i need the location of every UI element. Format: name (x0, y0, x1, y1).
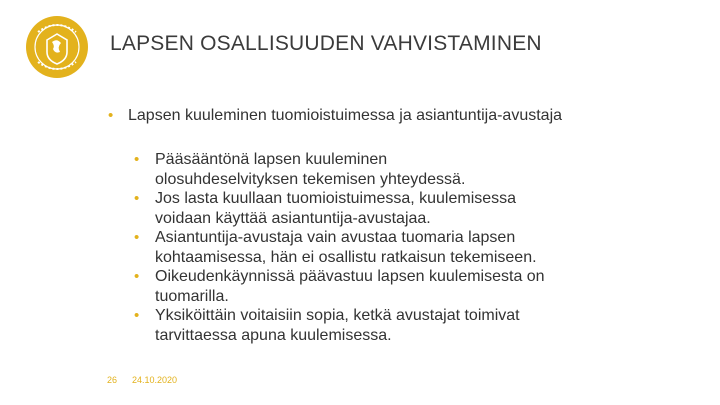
bullet-icon: • (134, 229, 140, 246)
level2-bullet-4 (134, 267, 634, 306)
page-number: 26 (107, 375, 118, 385)
level1-text: Lapsen kuuleminen tuomioistuimessa ja asiantuntija-avustaja (128, 107, 563, 124)
level2-bullet-2 (134, 189, 634, 228)
bullet-4-line-1: Oikeudenkäynnissä päävastuu lapsen kuulemisesta on (155, 268, 545, 285)
bullet-1-line-1: Pääsääntönä lapsen kuuleminen (155, 151, 388, 168)
level1-bullet (108, 107, 562, 125)
bullet-2-line-1: Jos lasta kuullaan tuomioistuimessa, kuulemisessa (155, 190, 517, 207)
bullet-4-line-2: tuomarilla. (155, 287, 229, 305)
level2-bullet-list (134, 150, 634, 345)
bullet-icon: • (134, 268, 140, 285)
bullet-icon: • (134, 307, 140, 324)
bullet-5-line-1: Yksiköittäin voitaisiin sopia, ketkä avustajat toimivat (155, 307, 520, 324)
bullet-2-line-2: voidaan käyttää asiantuntija-avustajaa. (155, 209, 431, 227)
bullet-3-line-2: kohtaamisessa, hän ei osallistu ratkaisun tekemiseen. (155, 248, 537, 266)
level2-bullet-1 (134, 150, 634, 189)
ministry-logo-icon (24, 14, 90, 80)
bullet-icon: • (134, 151, 140, 168)
bullet-icon: • (134, 190, 140, 207)
bullet-1-line-2: olosuhdeselvityksen tekemisen yhteydessä. (155, 170, 466, 188)
slide-title: LAPSEN OSALLISUUDEN VAHVISTAMINEN (110, 32, 542, 55)
bullet-5-line-2: tarvittaessa apuna kuulemisessa. (155, 326, 392, 344)
level2-bullet-5 (134, 306, 634, 345)
bullet-3-line-1: Asiantuntija-avustaja vain avustaa tuomaria lapsen (155, 229, 516, 246)
level2-bullet-3 (134, 228, 634, 267)
bullet-icon: • (108, 107, 114, 124)
footer-date: 24.10.2020 (132, 375, 178, 385)
